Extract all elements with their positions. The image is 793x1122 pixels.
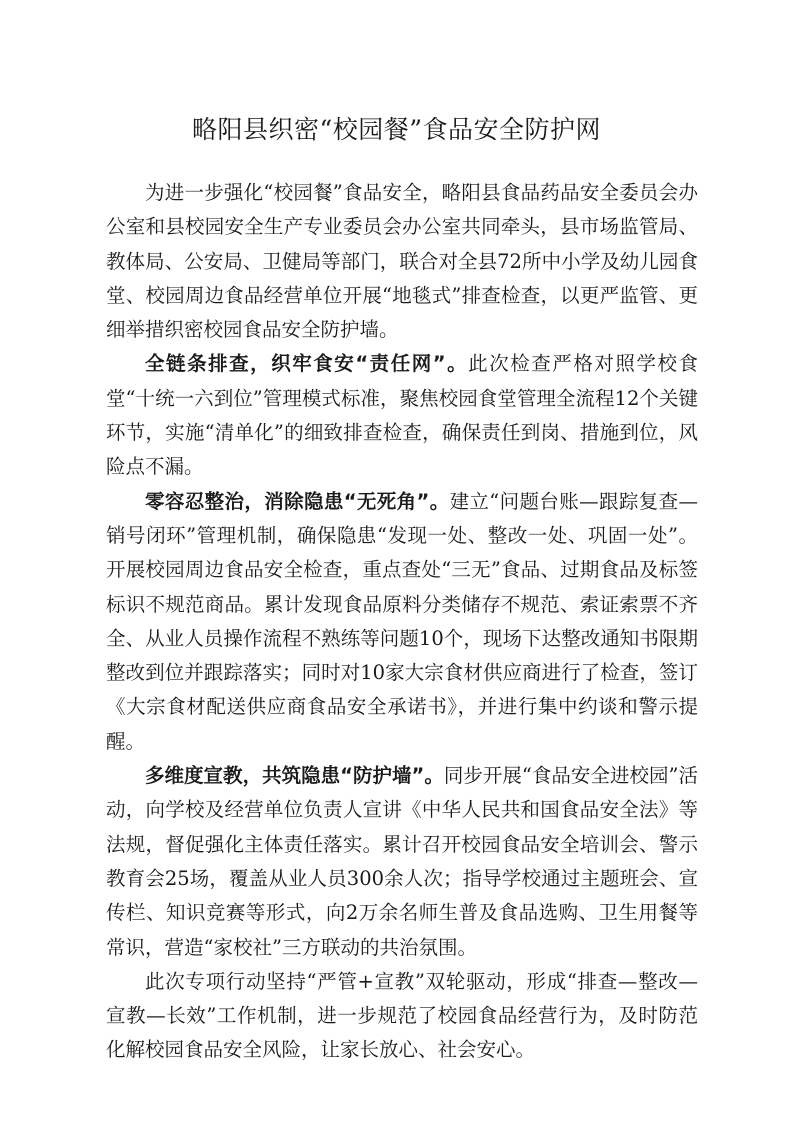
page-title: 略阳县织密“校园餐”食品安全防护网 [191, 115, 602, 144]
paragraph-text: 建立“问题台账—跟踪复查—销号闭环”管理机制，确保隐患“发现一处、整改一处、巩固一处”。开展校园周边食品安全检查，重点查处“三无”食品、过期食品及标签标识不规范商品。累计发现食品原料分类储存不规范、索证索票不齐全、从业人员操作流程不熟练等问题10个，现场下达整改通知书限期整改到位并跟踪落实；同时对10家大宗食材供应商进行了检查，签订《大宗食材配送供应商食品安全承诺书》，并进行集中约谈和警示提醒。 [106, 489, 698, 753]
paragraph-zero-tolerance-rectification [106, 485, 698, 759]
paragraph-lead: 零容忍整治，消除隐患“无死角”。 [145, 489, 450, 513]
paragraph-conclusion [106, 965, 698, 1068]
paragraph-text: 为进一步强化“校园餐”食品安全，略阳县食品药品安全委员会办公室和县校园安全生产专业委员会办公室共同牵头，县市场监管局、教体局、公安局、卫健局等部门，联合对全县72所中小学及幼儿园食堂、校园周边食品经营单位开展“地毯式”排查检查，以更严监管、更细举措织密校园食品安全防护墙。 [106, 181, 698, 342]
paragraph-lead: 全链条排查，织牢食安“责任网”。 [145, 352, 469, 376]
paragraph-multi-dimension-education [106, 759, 698, 965]
paragraph-text: 此次检查严格对照学校食堂“十统一六到位”管理模式标准，聚焦校园食堂管理全流程12个关键环节，实施“清单化”的细致排查检查，确保责任到岗、措施到位，风险点不漏。 [106, 352, 698, 479]
paragraph-lead: 多维度宣教，共筑隐患“防护墙”。 [145, 764, 444, 788]
article-body [106, 176, 698, 1068]
paragraph-intro [106, 176, 698, 347]
paragraph-full-chain-inspection [106, 347, 698, 484]
paragraph-text: 同步开展“食品安全进校园”活动，向学校及经营单位负责人宣讲《中华人民共和国食品安全法》等法规，督促强化主体责任落实。累计召开校园食品安全培训会、警示教育会25场，覆盖从业人员300余人次；指导学校通过主题班会、宣传栏、知识竞赛等形式，向2万余名师生普及食品选购、卫生用餐等常识，营造“家校社”三方联动的共治氛围。 [106, 764, 698, 959]
paragraph-text: 此次专项行动坚持“严管+宣教”双轮驱动，形成“排查—整改—宣教—长效”工作机制，进一步规范了校园食品经营行为，及时防范化解校园食品安全风险，让家长放心、社会安心。 [106, 969, 698, 1062]
